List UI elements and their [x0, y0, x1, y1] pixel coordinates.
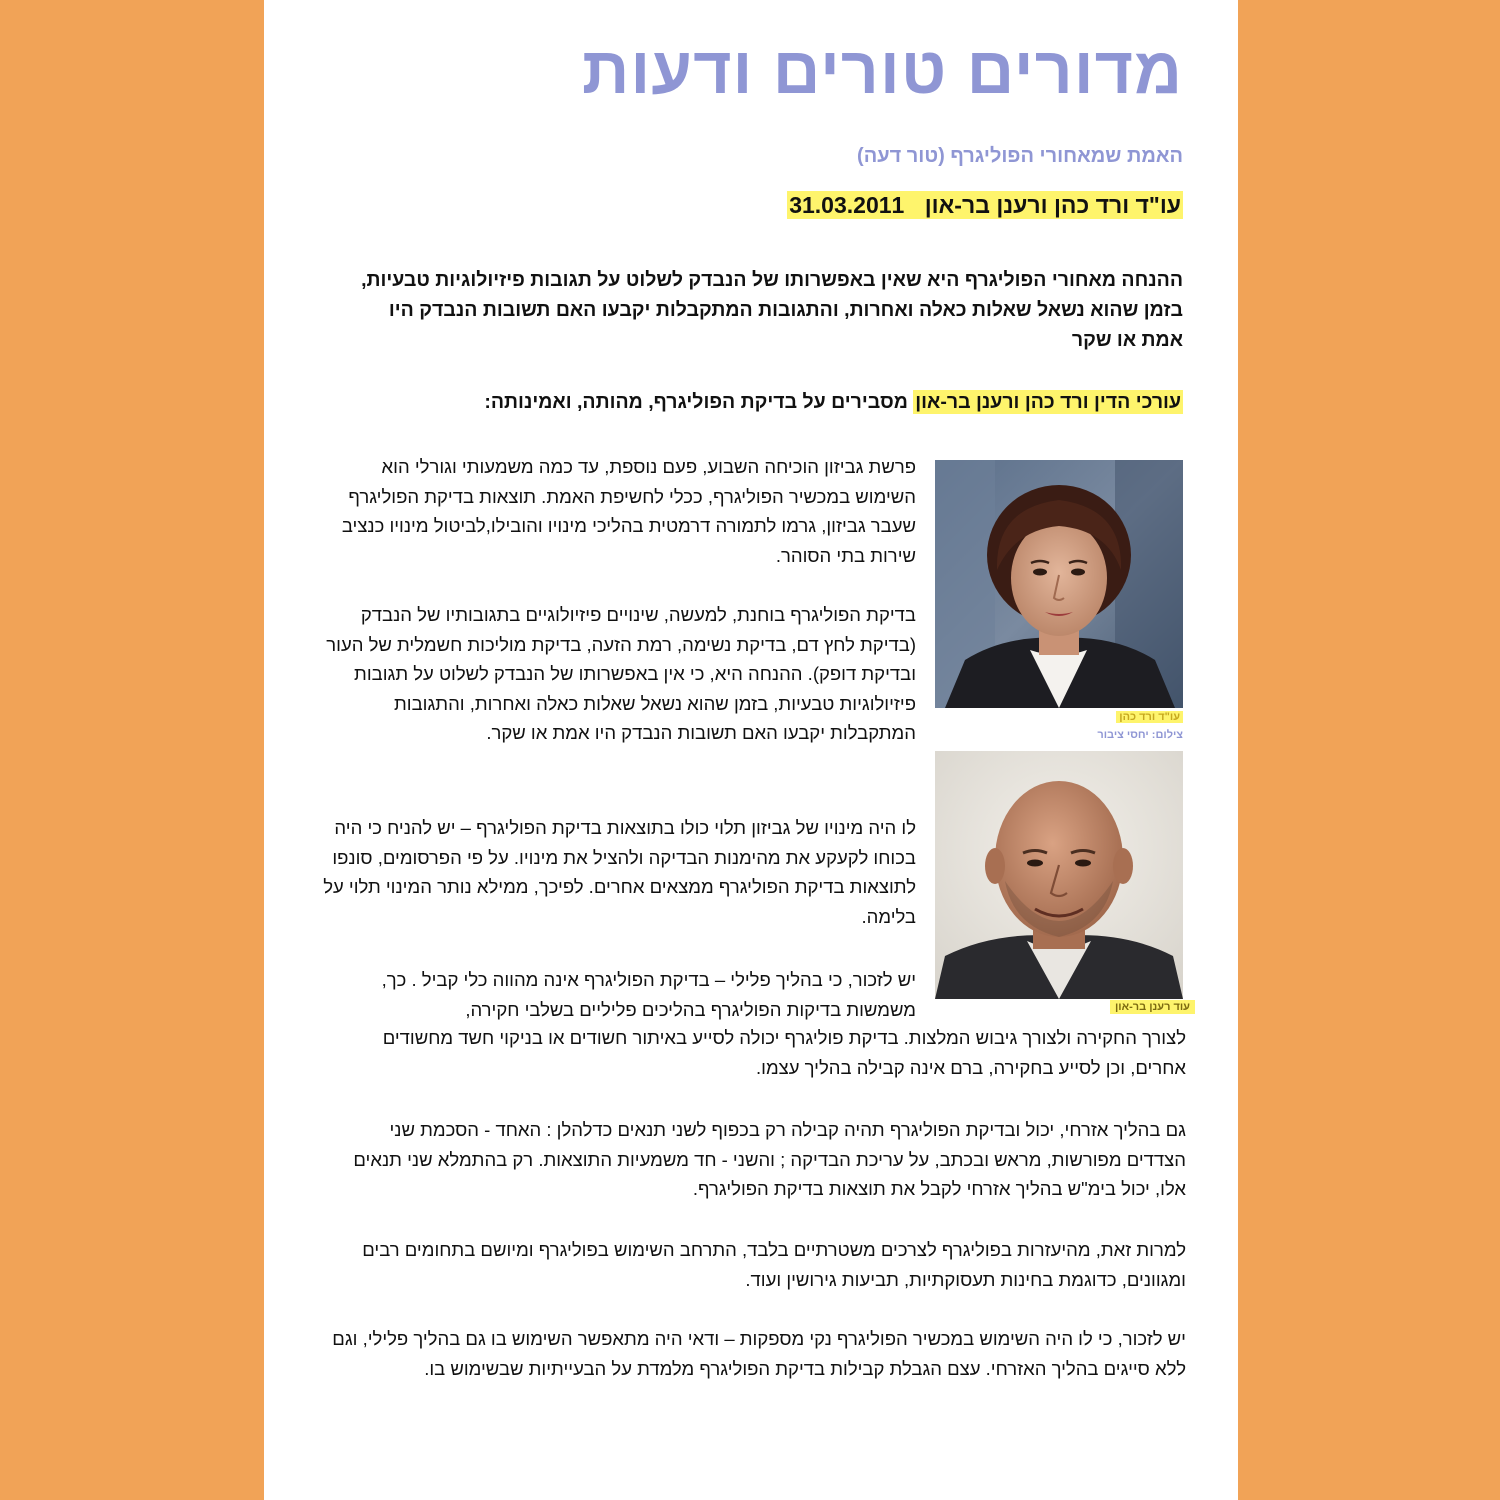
- byline-highlight: [787, 191, 1183, 219]
- intro-line: [484, 391, 1183, 414]
- byline-date: 31.03.2011: [789, 192, 905, 218]
- body-paragraph-6: [326, 1235, 1186, 1294]
- paragraph-text: גם בהליך אזרחי, יכול ובדיקת הפוליגרף תהיה קבילה רק בכפוף לשני תנאים כדלהלן : האחד - הסכמת שני הצדדים מפורשות, מראש ובכתב, על עריכת הבדיקה ; והשני - חד משמעיות התוצאות. רק בהתמלא שני תנאים אלו, יכול בימ"ש בהליך אזרחי לקבל את תוצאות בדיקת הפוליגרף.: [353, 1119, 1186, 1200]
- paragraph-text: פרשת גביזון הוכיחה השבוע, פעם נוספת, עד כמה משמעותי וגורלי הוא השימוש במכשיר הפוליגרף, ככלי לחשיפת האמת. תוצאות בדיקת הפוליגרף שעבר גביזון, גרמו לתמורה דרמטית בהליכי מינויו והובילו,לביטול מינויו כנציב שירות בתי הסוהר.: [341, 456, 916, 566]
- article-page: [264, 0, 1238, 1500]
- body-paragraph-7: [326, 1324, 1186, 1383]
- portrait-man-image: [935, 751, 1183, 999]
- photo2-caption: עוד רענן בר-און: [1110, 1000, 1195, 1014]
- photo1-credit: צילום: יחסי ציבור: [1097, 729, 1183, 741]
- paragraph-text: יש לזכור, כי לו היה השימוש במכשיר הפוליגרף נקי מספקות – ודאי היה מתאפשר השימוש בו גם בהליך פלילי, וגם ללא סייגים בהליך האזרחי. עצם הגבלת קבילות בדיקת הפוליגרף מלמדת על הבעייתיות שבשימוש בו.: [332, 1328, 1186, 1379]
- body-paragraph-4-part-2: [326, 1023, 1186, 1082]
- portrait-woman-image: [935, 460, 1183, 708]
- paragraph-text: לו היה מינויו של גביזון תלוי כולו בתוצאות בדיקת הפוליגרף – יש להניח כי היה בכוחו לקעקע את מהימנות הבדיקה ולהציל את מינויו. על פי הפרסומים, סונפו לתוצאות בדיקת הפוליגרף ממצאים אחרים. לפיכך, ממילא נותר המינוי תלוי על בלימה.: [323, 817, 916, 927]
- body-paragraph-3: [316, 813, 916, 931]
- lead-paragraph: ההנחה מאחורי הפוליגרף היא שאין באפשרותו של הנבדק לשלוט על תגובות פיזיולוגיות טבעיות, בזמן שהוא נשאל שאלות כאלה ואחרות, והתגובות המתקבלות יקבעו האם תשובות הנבדק היו אמת או שקר: [361, 269, 1183, 352]
- paragraph-text: יש לזכור, כי בהליך פלילי – בדיקת הפוליגרף אינה מהווה כלי קביל . כך, משמשות בדיקות הפוליגרף בהליכים פליליים בשלבי חקירה,: [381, 969, 916, 1020]
- author-photo-vered-cohen: [935, 460, 1183, 708]
- page-title: מדורים טורים ודעות: [582, 33, 1183, 107]
- intro-authors-highlight: עורכי הדין ורד כהן ורענן בר-און: [915, 391, 1181, 413]
- photo1-caption: עו"ד ורד כהן: [1116, 711, 1183, 723]
- paragraph-text: למרות זאת, מהיעזרות בפוליגרף לצרכים משטרתיים בלבד, התרחב השימוש בפוליגרף ומיושם בתחומים רבים ומגוונים, כדוגמת בחינות תעסוקתיות, תביעות גירושין ועוד.: [362, 1239, 1186, 1290]
- body-paragraph-1: [316, 452, 916, 570]
- intro-rest: מסבירים על בדיקת הפוליגרף, מהותה, ואמינותה:: [484, 391, 914, 413]
- byline: [787, 192, 1183, 219]
- body-paragraph-5: [326, 1115, 1186, 1204]
- byline-authors: עו"ד ורד כהן ורענן בר-און: [924, 192, 1181, 218]
- article-subtitle: האמת שמאחורי הפוליגרף (טור דעה): [857, 145, 1183, 167]
- body-paragraph-2: [316, 600, 916, 748]
- paragraph-text: בדיקת הפוליגרף בוחנת, למעשה, שינויים פיזיולוגיים בתגובותיו של הנבדק (בדיקת לחץ דם, בדיקת נשימה, רמת הזעה, בדיקת מוליכות חשמלית של העור ובדיקת דופק). ההנחה היא, כי אין באפשרותו של הנבדק לשלוט על תגובות פיזיולוגיות טבעיות, בזמן שהוא נשאל שאלות כאלה ואחרות, והתגובות המתקבלות יקבעו האם תשובות הנבדק היו אמת או שקר.: [326, 604, 916, 744]
- paragraph-text: לצורך החקירה ולצורך גיבוש המלצות. בדיקת פוליגרף יכולה לסייע באיתור חשודים או בניקוי חשד מחשודים אחרים, וכן לסייע בחקירה, ברם אינה קבילה בהליך עצמו.: [382, 1027, 1186, 1078]
- body-paragraph-4-part-1: [316, 965, 916, 1024]
- author-photo-raanan-bar-on: [935, 751, 1183, 999]
